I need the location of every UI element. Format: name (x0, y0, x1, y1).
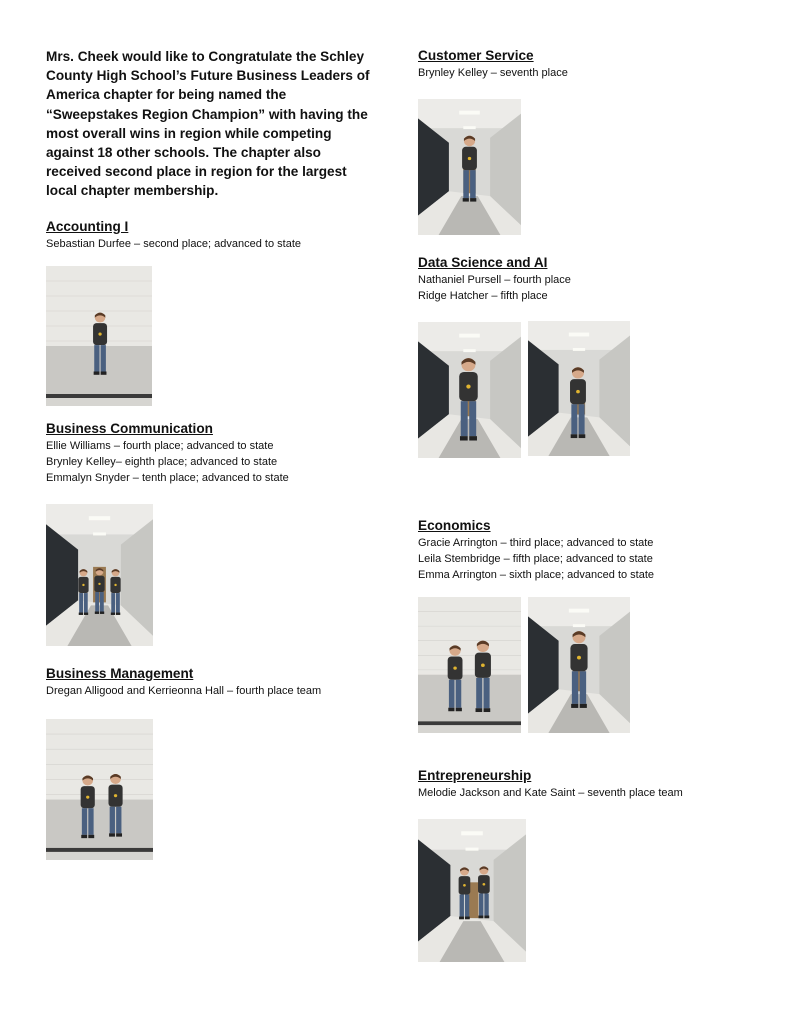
result-line: Brynley Kelley – seventh place (418, 67, 568, 79)
result-line: Gracie Arrington – third place; advanced to state (418, 537, 654, 549)
intro-paragraph: Mrs. Cheek would like to Congratulate the Schley County High School’s Future Business Leaders of America chapter for being named the “Sweepstakes Region Champion” with having the most overall wins in region while competing against 18 other schools. The chapter also received second place in region for the largest local chapter membership. (46, 49, 370, 199)
section-heading: Customer Service (418, 48, 534, 63)
result-line: Brynley Kelley– eighth place; advanced to state (46, 455, 278, 468)
result-line: Nathaniel Pursell – fourth place (418, 274, 571, 286)
result-line: Emmalyn Snyder – tenth place; advanced to state (46, 471, 289, 484)
section-heading: Data Science and AI (418, 255, 548, 270)
photo-accounting (46, 266, 152, 406)
photo-data-science-2 (528, 321, 630, 456)
result-line: Sebastian Durfee – second place; advanced to state (46, 238, 302, 250)
section-accounting (46, 219, 301, 253)
photo-customer-service (418, 99, 521, 235)
section-customer-service (418, 48, 568, 82)
section-business-management (46, 666, 321, 700)
result-line: Dregan Alligood and Kerrieonna Hall – fourth place team (46, 685, 322, 697)
photo-economics-1 (418, 597, 521, 733)
section-business-communication (46, 421, 289, 486)
result-line: Ellie Williams – fourth place; advanced to state (46, 440, 274, 452)
section-economics (418, 518, 654, 583)
section-heading: Entrepreneurship (418, 768, 532, 783)
section-heading: Business Management (46, 666, 194, 681)
photo-data-science-1 (418, 322, 521, 458)
section-heading: Economics (418, 518, 491, 533)
section-heading: Accounting I (46, 219, 129, 234)
result-line: Emma Arrington – sixth place; advanced to state (418, 568, 655, 581)
photo-entrepreneurship (418, 819, 526, 962)
photo-business-management (46, 719, 153, 860)
section-entrepreneurship (418, 768, 683, 802)
result-line: Leila Stembridge – fifth place; advanced to state (418, 552, 653, 565)
photo-business-communication (46, 504, 153, 646)
result-line: Melodie Jackson and Kate Saint – seventh place team (418, 787, 683, 799)
section-heading: Business Communication (46, 421, 213, 436)
photo-economics-2 (528, 597, 630, 733)
result-line: Ridge Hatcher – fifth place (418, 289, 548, 302)
section-data-science (418, 255, 571, 305)
